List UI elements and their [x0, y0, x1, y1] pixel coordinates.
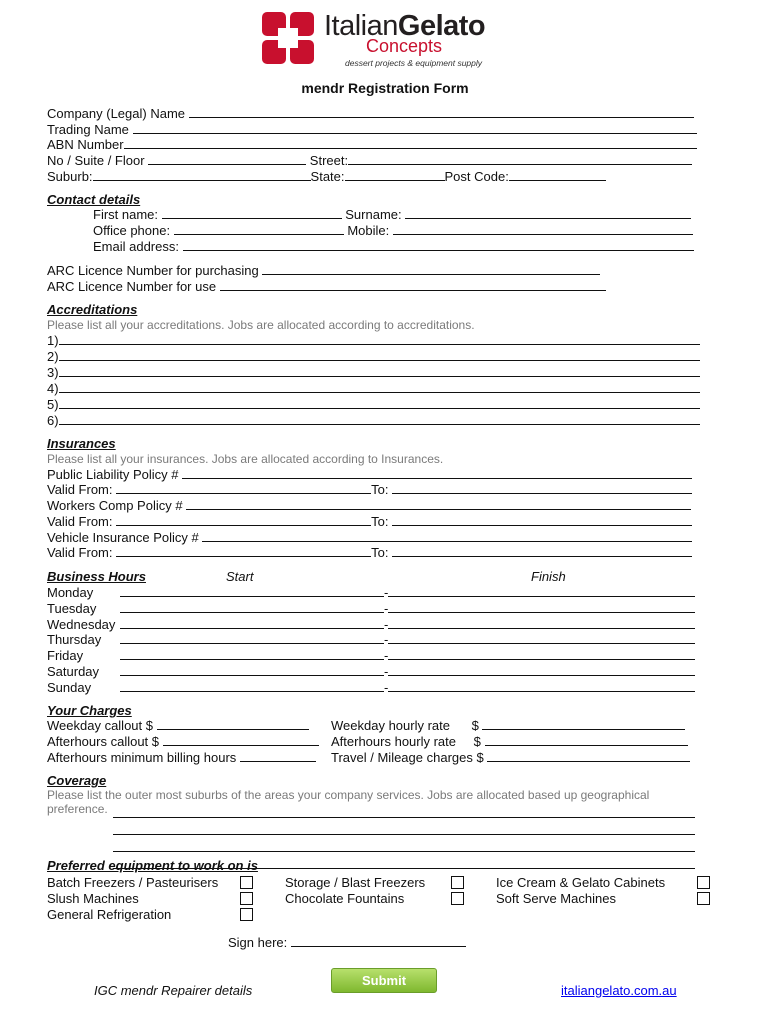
- charges-heading: Your Charges: [47, 703, 132, 718]
- hours-day-row: -: [120, 632, 695, 647]
- phone-row: Office phone: Mobile:: [93, 223, 693, 238]
- weekday-hourly-row: Weekday hourly rate $: [331, 718, 685, 733]
- hours-day-label: Thursday: [47, 632, 102, 648]
- trading-name-field[interactable]: [133, 122, 697, 134]
- coverage-heading: Coverage: [47, 773, 107, 788]
- logo-mark-icon: [262, 12, 314, 64]
- coverage-field-2[interactable]: [113, 823, 695, 835]
- equipment-heading: Preferred equipment to work on is: [47, 858, 258, 873]
- company-legal-name-field[interactable]: [189, 106, 694, 118]
- afterhours-hourly-row: Afterhours hourly rate $: [331, 734, 688, 749]
- hours-day-row: -: [120, 617, 695, 632]
- afterhours-callout-row: Afterhours callout $: [47, 734, 319, 749]
- hours-finish-field[interactable]: [388, 585, 695, 597]
- hours-start-field[interactable]: [120, 585, 384, 597]
- workers-comp-row: Workers Comp Policy #: [47, 498, 691, 513]
- hours-day-label: Monday: [47, 585, 94, 600]
- pl-valid-to-field[interactable]: [392, 482, 692, 494]
- surname-field[interactable]: [405, 207, 691, 219]
- afterhours-callout-field[interactable]: [163, 734, 319, 746]
- equip-slush-checkbox[interactable]: [240, 892, 253, 905]
- hours-finish-field[interactable]: [388, 601, 695, 613]
- hours-day-row: -: [120, 680, 695, 695]
- weekday-callout-row: Weekday callout $: [47, 718, 309, 733]
- accreditation-row: 4): [47, 381, 700, 396]
- brand-logo: [262, 12, 512, 68]
- equip-softserve-checkbox[interactable]: [697, 892, 710, 905]
- accreditation-field[interactable]: [59, 333, 700, 345]
- coverage-field-3[interactable]: [113, 840, 695, 852]
- suburb-row: Suburb: State: Post Code:: [47, 169, 606, 184]
- hours-finish-label: Finish: [531, 569, 566, 584]
- equip-chocolate-label: Chocolate Fountains: [285, 891, 405, 906]
- afterhours-min-row: Afterhours minimum billing hours: [47, 750, 316, 765]
- hours-start-field[interactable]: [120, 601, 384, 613]
- submit-button[interactable]: Submit: [331, 968, 437, 993]
- arc-use-row: ARC Licence Number for use: [47, 279, 606, 294]
- coverage-note-1: Please list the outer most suburbs of the areas your company services. Jobs are allocated based up geographical: [47, 788, 650, 802]
- street-field[interactable]: [348, 153, 692, 165]
- company-legal-name-row: Company (Legal) Name: [47, 106, 694, 121]
- sign-row: Sign here:: [228, 935, 466, 950]
- hours-heading: Business Hours: [47, 569, 146, 584]
- equip-batch-label: Batch Freezers / Pasteurisers: [47, 875, 219, 890]
- footer-website-link[interactable]: italiangelato.com.au: [561, 983, 677, 998]
- veh-valid-row: Valid From: To:: [47, 545, 692, 560]
- hours-day-row: -: [120, 601, 695, 616]
- footer-label: IGC mendr Repairer details: [94, 983, 253, 998]
- mobile-field[interactable]: [393, 223, 693, 235]
- veh-valid-to-field[interactable]: [392, 545, 692, 557]
- office-phone-field[interactable]: [174, 223, 344, 235]
- insurances-heading: Insurances: [47, 436, 116, 451]
- veh-valid-from-field[interactable]: [116, 545, 371, 557]
- first-name-field[interactable]: [162, 207, 342, 219]
- equip-cabinets-checkbox[interactable]: [697, 876, 710, 889]
- suburb-field[interactable]: [93, 169, 311, 181]
- arc-purchasing-field[interactable]: [262, 263, 600, 275]
- equip-refrig-checkbox[interactable]: [240, 908, 253, 921]
- suite-field[interactable]: [148, 153, 306, 165]
- accreditation-field[interactable]: [59, 365, 700, 377]
- trading-name-row: Trading Name: [47, 122, 697, 137]
- coverage-note-2: preference.: [47, 802, 108, 816]
- signature-field[interactable]: [291, 935, 466, 947]
- afterhours-min-field[interactable]: [240, 750, 316, 762]
- brand-name: ItalianGelato: [324, 10, 486, 42]
- accreditation-field[interactable]: [59, 349, 700, 361]
- weekday-callout-field[interactable]: [157, 718, 309, 730]
- weekday-hourly-field[interactable]: [482, 718, 685, 730]
- afterhours-hourly-field[interactable]: [485, 734, 688, 746]
- hours-start-field[interactable]: [120, 632, 384, 644]
- arc-use-field[interactable]: [220, 279, 606, 291]
- accreditation-row: 5): [47, 397, 700, 412]
- form-title: mendr Registration Form: [301, 80, 469, 96]
- hours-start-field[interactable]: [120, 664, 384, 676]
- accreditation-field[interactable]: [59, 397, 700, 409]
- name-row: First name: Surname:: [93, 207, 691, 222]
- brand-tagline: dessert projects & equipment supply: [345, 58, 483, 68]
- vehicle-field[interactable]: [202, 530, 692, 542]
- wc-valid-row: Valid From: To:: [47, 514, 692, 529]
- hours-start-field[interactable]: [120, 680, 384, 692]
- address-row: No / Suite / Floor Street:: [47, 153, 692, 168]
- hours-day-label: Friday: [47, 648, 84, 664]
- travel-row: Travel / Mileage charges $: [331, 750, 690, 765]
- hours-day-row: -: [120, 664, 695, 679]
- abn-row: ABN Number: [47, 137, 697, 152]
- travel-field[interactable]: [487, 750, 690, 762]
- hours-start-label: Start: [226, 569, 254, 584]
- equip-batch-checkbox[interactable]: [240, 876, 253, 889]
- wc-valid-to-field[interactable]: [392, 514, 692, 526]
- postcode-field[interactable]: [509, 169, 606, 181]
- equip-refrig-label: General Refrigeration: [47, 907, 172, 922]
- hours-start-field[interactable]: [120, 648, 384, 660]
- wc-valid-from-field[interactable]: [116, 514, 371, 526]
- hours-day-row: -: [120, 585, 695, 600]
- insurances-note: Please list all your insurances. Jobs are allocated according to Insurances.: [47, 452, 444, 466]
- accreditation-row: 3): [47, 365, 700, 380]
- equip-chocolate-checkbox[interactable]: [451, 892, 464, 905]
- email-field[interactable]: [183, 239, 694, 251]
- arc-purchasing-row: ARC Licence Number for purchasing: [47, 263, 600, 278]
- public-liability-row: Public Liability Policy #: [47, 467, 692, 482]
- coverage-field-1[interactable]: [113, 806, 695, 818]
- equip-cabinets-label: Ice Cream & Gelato Cabinets: [496, 875, 666, 890]
- equip-storage-label: Storage / Blast Freezers: [285, 875, 426, 890]
- equip-storage-checkbox[interactable]: [451, 876, 464, 889]
- hours-finish-field[interactable]: [388, 617, 695, 629]
- state-field[interactable]: [345, 169, 445, 181]
- brand-sub: Concepts: [366, 36, 443, 56]
- hours-finish-field[interactable]: [388, 664, 695, 676]
- hours-day-row: -: [120, 648, 695, 663]
- vehicle-row: Vehicle Insurance Policy #: [47, 530, 692, 545]
- hours-finish-field[interactable]: [388, 632, 695, 644]
- accreditation-field[interactable]: [59, 413, 700, 425]
- accreditations-note: Please list all your accreditations. Jobs are allocated according to accreditations.: [47, 318, 475, 332]
- accreditation-row: 1): [47, 333, 700, 348]
- accreditation-row: 6): [47, 413, 700, 428]
- equip-slush-label: Slush Machines: [47, 891, 139, 906]
- workers-comp-field[interactable]: [186, 498, 691, 510]
- pl-valid-from-field[interactable]: [116, 482, 371, 494]
- hours-finish-field[interactable]: [388, 648, 695, 660]
- accreditations-heading: Accreditations: [47, 302, 138, 317]
- public-liability-field[interactable]: [182, 467, 692, 479]
- hours-start-field[interactable]: [120, 617, 384, 629]
- hours-day-label: Saturday: [47, 664, 100, 679]
- accreditation-row: 2): [47, 349, 700, 364]
- hours-day-label: Tuesday: [47, 600, 97, 616]
- accreditation-field[interactable]: [59, 381, 700, 393]
- contact-heading: Contact details: [47, 192, 141, 207]
- pl-valid-row: Valid From: To:: [47, 482, 692, 497]
- hours-finish-field[interactable]: [388, 680, 695, 692]
- hours-day-label: Wednesday: [47, 616, 116, 632]
- email-row: Email address:: [93, 239, 694, 254]
- abn-field[interactable]: [124, 137, 697, 149]
- hours-day-label: Sunday: [47, 679, 92, 695]
- equip-softserve-label: Soft Serve Machines: [496, 891, 616, 906]
